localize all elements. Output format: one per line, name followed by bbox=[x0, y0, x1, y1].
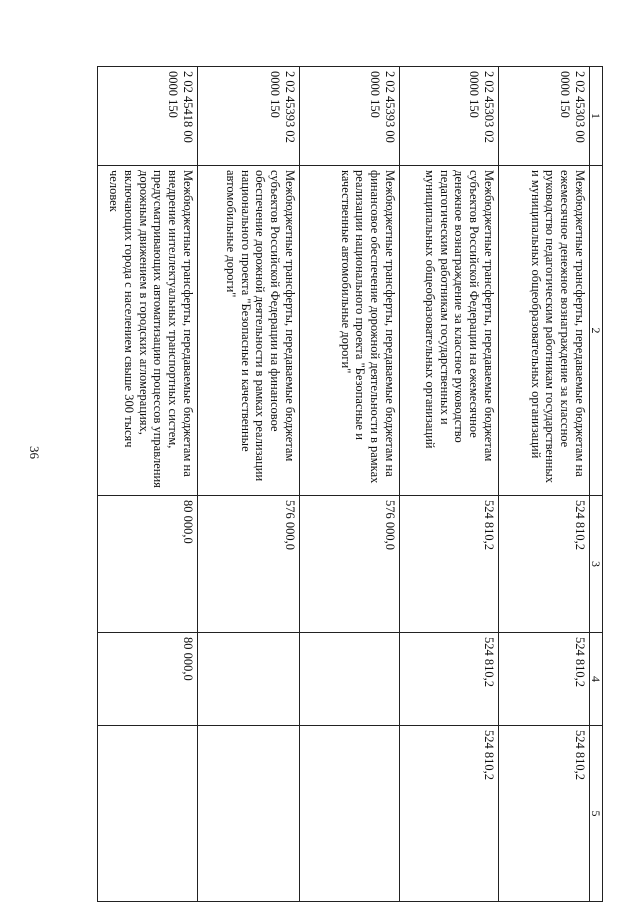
amount-cell-4: 524 810,2 bbox=[400, 633, 499, 726]
budget-table bbox=[97, 66, 603, 902]
page-number: 36 bbox=[27, 446, 42, 459]
item-name-cell: Межбюджетные трансферты, передаваемые бюджетам субъектов Российской Федерации на ежемесячное денежное вознаграждение за классное руководство педагогическим работникам государственных и муниципальных общеобразовательных организаций bbox=[400, 166, 499, 496]
column-header-5: 5 bbox=[590, 726, 603, 902]
table-row bbox=[198, 67, 300, 902]
budget-code-cell: 2 02 45418 00 0000 150 bbox=[98, 67, 198, 166]
table-row bbox=[499, 67, 590, 902]
column-header-4: 4 bbox=[590, 633, 603, 726]
amount-cell-3: 524 810,2 bbox=[400, 496, 499, 633]
budget-table-container bbox=[107, 66, 603, 856]
budget-code-cell: 2 02 45303 02 0000 150 bbox=[400, 67, 499, 166]
amount-cell-4: 80 000,0 bbox=[98, 633, 198, 726]
budget-code-cell: 2 02 45393 02 0000 150 bbox=[198, 67, 300, 166]
item-name-cell: Межбюджетные трансферты, передаваемые бюджетам на финансовое обеспечение дорожной деятельности в рамках реализации национального проекта "Безопасные и качественные автомобильные дороги" bbox=[300, 166, 400, 496]
item-name-cell: Межбюджетные трансферты, передаваемые бюджетам на ежемесячное денежное вознаграждение за классное руководство педагогическим работникам государственных и муниципальных общеобразовательных организаций bbox=[499, 166, 590, 496]
amount-cell-4 bbox=[198, 633, 300, 726]
amount-cell-4 bbox=[300, 633, 400, 726]
amount-cell-3: 524 810,2 bbox=[499, 496, 590, 633]
budget-code-cell: 2 02 45303 00 0000 150 bbox=[499, 67, 590, 166]
amount-cell-3: 576 000,0 bbox=[300, 496, 400, 633]
item-name-cell: Межбюджетные трансферты, передаваемые бюджетам субъектов Российской Федерации на финансовое обеспечение дорожной деятельности в рамках реализации национального проекта "Безопасные и качественные автомобильные дороги" bbox=[198, 166, 300, 496]
amount-cell-5: 524 810,2 bbox=[499, 726, 590, 902]
column-header-1: 1 bbox=[590, 67, 603, 166]
amount-cell-5 bbox=[300, 726, 400, 902]
amount-cell-3: 576 000,0 bbox=[198, 496, 300, 633]
table-row bbox=[98, 67, 198, 902]
amount-cell-5 bbox=[98, 726, 198, 902]
column-header-3: 3 bbox=[590, 496, 603, 633]
table-row bbox=[400, 67, 499, 902]
table-header-row bbox=[590, 67, 603, 902]
budget-code-cell: 2 02 45393 00 0000 150 bbox=[300, 67, 400, 166]
amount-cell-3: 80 000,0 bbox=[98, 496, 198, 633]
amount-cell-5 bbox=[198, 726, 300, 902]
column-header-2: 2 bbox=[590, 166, 603, 496]
item-name-cell: Межбюджетные трансферты, передаваемые бюджетам на внедрение интеллектуальных транспортных систем, предусматривающих автоматизацию процессов управления дорожным движением в городских агломерациях, включающих города с населением свыше 300 тысяч человек bbox=[98, 166, 198, 496]
amount-cell-4: 524 810,2 bbox=[499, 633, 590, 726]
table-row bbox=[300, 67, 400, 902]
amount-cell-5: 524 810,2 bbox=[400, 726, 499, 902]
